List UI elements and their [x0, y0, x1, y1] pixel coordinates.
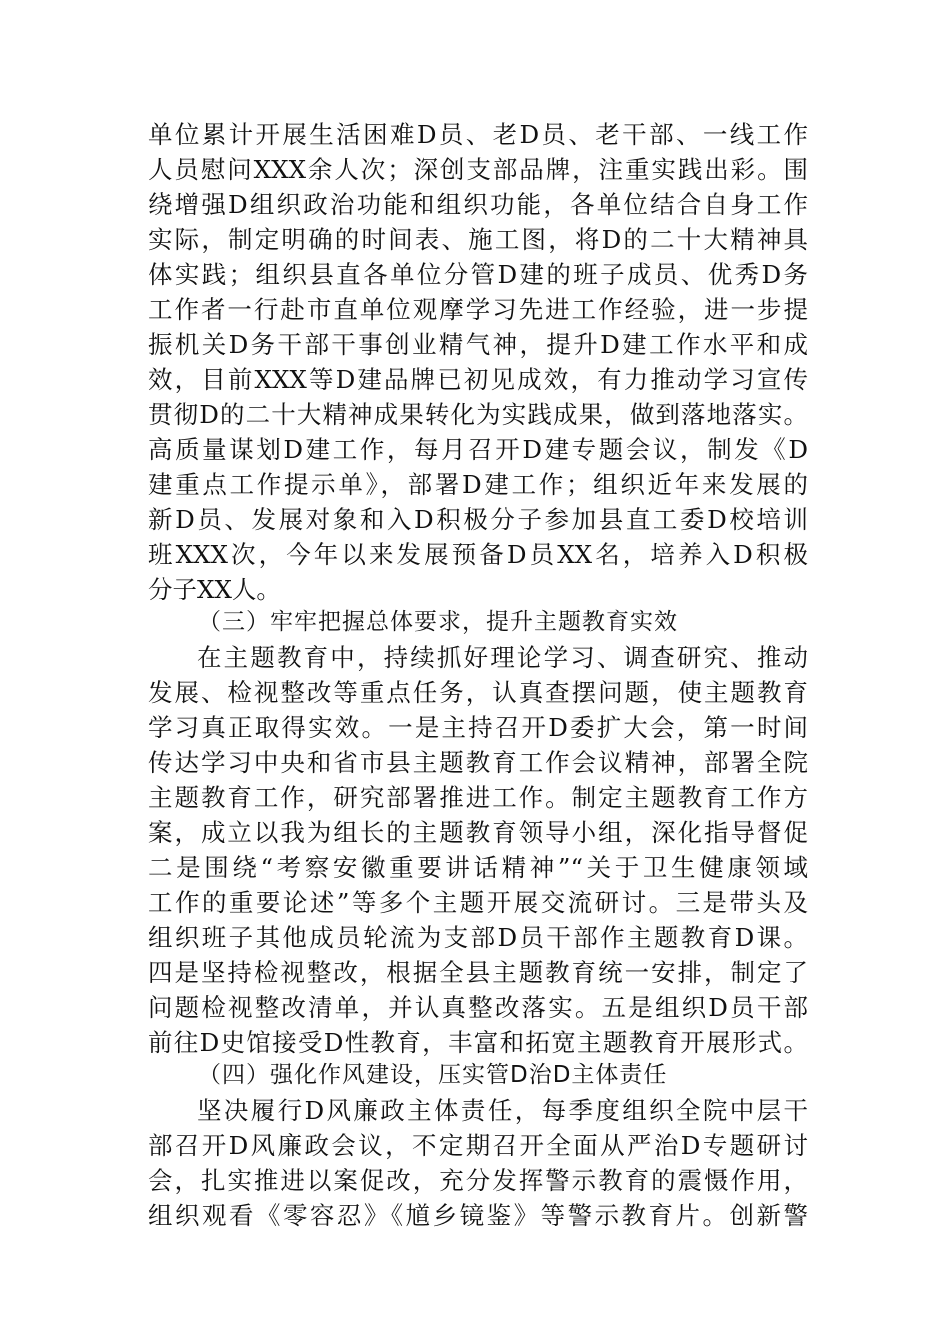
text-line: 体实践；组织县直各单位分管D建的班子成员、优秀D务 — [148, 260, 808, 289]
text-line: 工作者一行赴市直单位观摩学习先进工作经验，进一步提 — [148, 295, 808, 324]
text-line: 效，目前XXX等D建品牌已初见成效，有力推动学习宣传 — [148, 365, 808, 394]
text-line: 组织班子其他成员轮流为支部D员干部作主题教育D课。 — [148, 923, 808, 952]
text-line: 振机关D务干部干事创业精气神，提升D建工作水平和成 — [148, 330, 808, 359]
text-line: 高质量谋划D建工作，每月召开D建专题会议，制发《D — [148, 435, 808, 464]
text-line: 发展、检视整改等重点任务，认真查摆问题，使主题教育 — [148, 678, 808, 707]
text-line: 坚决履行D风廉政主体责任，每季度组织全院中层干 — [197, 1096, 808, 1125]
text-line: 部召开D风廉政会议，不定期召开全面从严治D专题研讨 — [148, 1131, 808, 1160]
text-line: 绕增强D组织政治功能和组织功能，各单位结合自身工作 — [148, 190, 808, 219]
text-line: 单位累计开展生活困难D员、老D员、老干部、一线工作 — [148, 120, 808, 149]
text-line: 贯彻D的二十大精神成果转化为实践成果，做到落地落实。 — [148, 400, 808, 429]
text-line: 组织观看《零容忍》《馗乡镜鉴》等警示教育片。创新警 — [148, 1201, 808, 1230]
text-line: 班XXX次，今年以来发展预备D员XX名，培养入D积极 — [148, 540, 808, 569]
text-line: 新D员、发展对象和入D积极分子参加县直工委D校培训 — [148, 505, 808, 534]
text-line: 分子XX人。 — [148, 575, 281, 604]
text-line: 实际，制定明确的时间表、施工图，将D的二十大精神具 — [148, 225, 808, 254]
text-line: 前往D史馆接受D性教育，丰富和拓宽主题教育开展形式。 — [148, 1028, 808, 1057]
text-line: 二是围绕“考察安徽重要讲话精神”“关于卫生健康领域 — [148, 853, 808, 882]
section-heading-3: （三）牢牢把握总体要求，提升主题教育实效 — [198, 609, 678, 635]
text-line: 建重点工作提示单》，部署D建工作；组织近年来发展的 — [148, 470, 808, 499]
text-line: 会，扎实推进以案促改，充分发挥警示教育的震慑作用， — [148, 1166, 808, 1195]
section-heading-4: （四）强化作风建设，压实管D治D主体责任 — [198, 1062, 668, 1088]
text-line: 问题检视整改清单，并认真整改落实。五是组织D员干部 — [148, 993, 808, 1022]
text-line: 主题教育工作，研究部署推进工作。制定主题教育工作方 — [148, 783, 808, 812]
text-line: 案，成立以我为组长的主题教育领导小组，深化指导督促 — [148, 818, 808, 847]
text-line: 人员慰问XXX余人次；深创支部品牌，注重实践出彩。围 — [148, 155, 808, 184]
text-line: 在主题教育中，持续抓好理论学习、调查研究、推动 — [197, 643, 808, 672]
text-line: 四是坚持检视整改，根据全县主题教育统一安排，制定了 — [148, 958, 808, 987]
text-line: 工作的重要论述”等多个主题开展交流研讨。三是带头及 — [148, 888, 808, 917]
text-line: 学习真正取得实效。一是主持召开D委扩大会，第一时间 — [148, 713, 808, 742]
text-line: 传达学习中央和省市县主题教育工作会议精神，部署全院 — [148, 748, 808, 777]
